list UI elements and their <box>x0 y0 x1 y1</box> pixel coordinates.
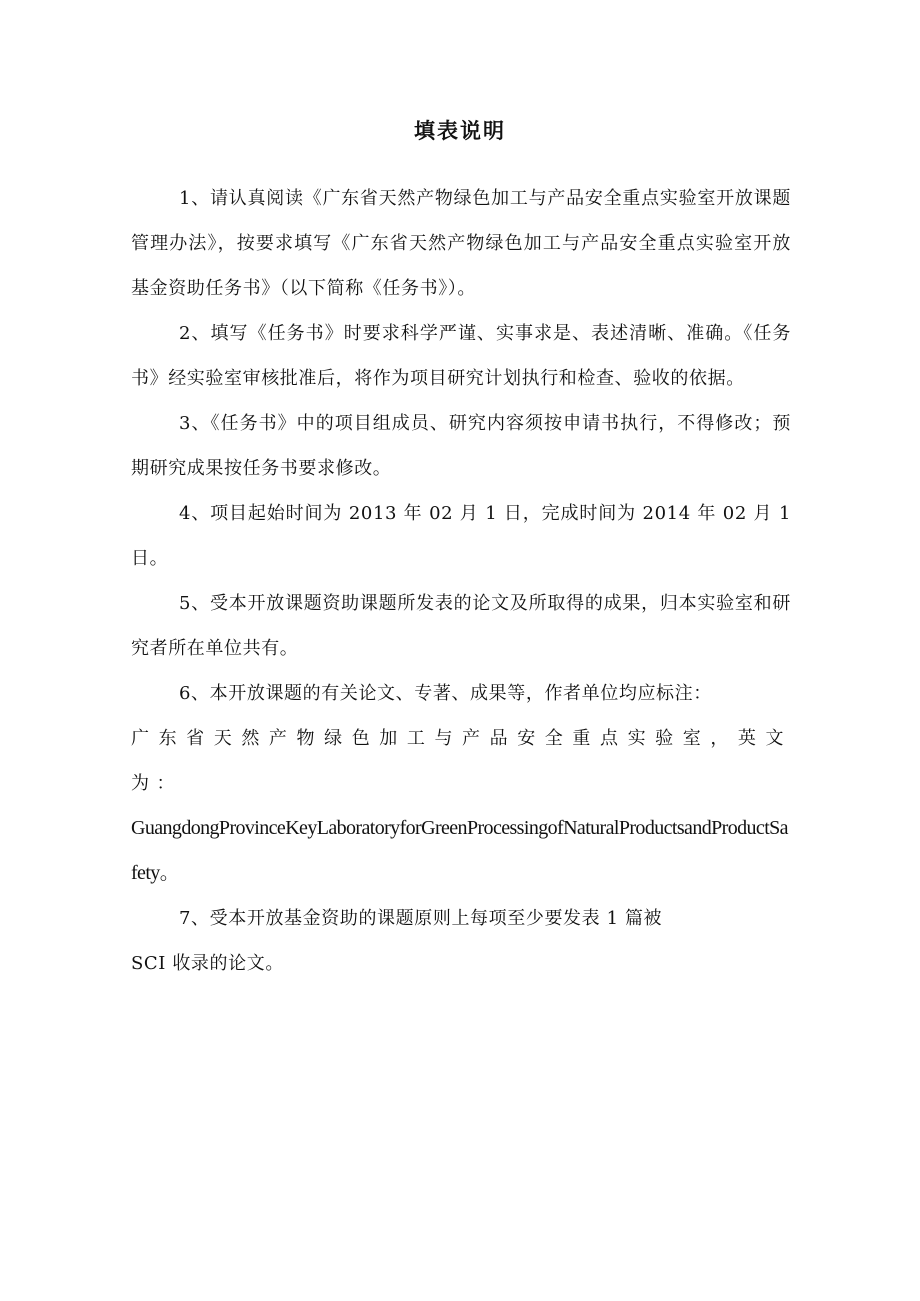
instruction-item-7-line-1: 7、受本开放基金资助的课题原则上每项至少要发表 1 篇被 <box>179 908 663 929</box>
lab-name-english: GuangdongProvinceKeyLaboratoryforGreenProcessingofNaturalProductsandProductSafety。 <box>131 817 788 884</box>
instruction-item-5: 5、受本开放课题资助课题所发表的论文及所取得的成果，归本实验室和研究者所在单位共有。 <box>131 593 791 659</box>
instruction-item-7-line-2: SCI 收录的论文。 <box>131 953 284 974</box>
instruction-item-6-lead: 6、本开放课题的有关论文、专著、成果等，作者单位均应标注： <box>179 683 712 704</box>
instruction-item-7 <box>131 896 791 986</box>
instructions-body <box>131 176 791 986</box>
instruction-item-2: 2、填写《任务书》时要求科学严谨、实事求是、表述清晰、准确。《任务书》经实验室审核批准后，将作为项目研究计划执行和检查、验收的依据。 <box>131 323 791 389</box>
instruction-item-4: 4、项目起始时间为 2013 年 02 月 1 日，完成时间为 2014 年 02 月 1 日。 <box>131 503 791 569</box>
lab-name-chinese: 广东省天然产物绿色加工与产品安全重点实验室，英文为： <box>131 728 791 794</box>
page-title: 填表说明 <box>414 119 506 143</box>
instruction-item-6 <box>131 671 791 896</box>
instruction-item-3: 3、《任务书》中的项目组成员、研究内容须按申请书执行，不得修改；预期研究成果按任务书要求修改。 <box>131 413 791 479</box>
instruction-item-1: 1、请认真阅读《广东省天然产物绿色加工与产品安全重点实验室开放课题管理办法》，按要求填写《广东省天然产物绿色加工与产品安全重点实验室开放基金资助任务书》（以下简称《任务书》）。 <box>131 188 791 299</box>
